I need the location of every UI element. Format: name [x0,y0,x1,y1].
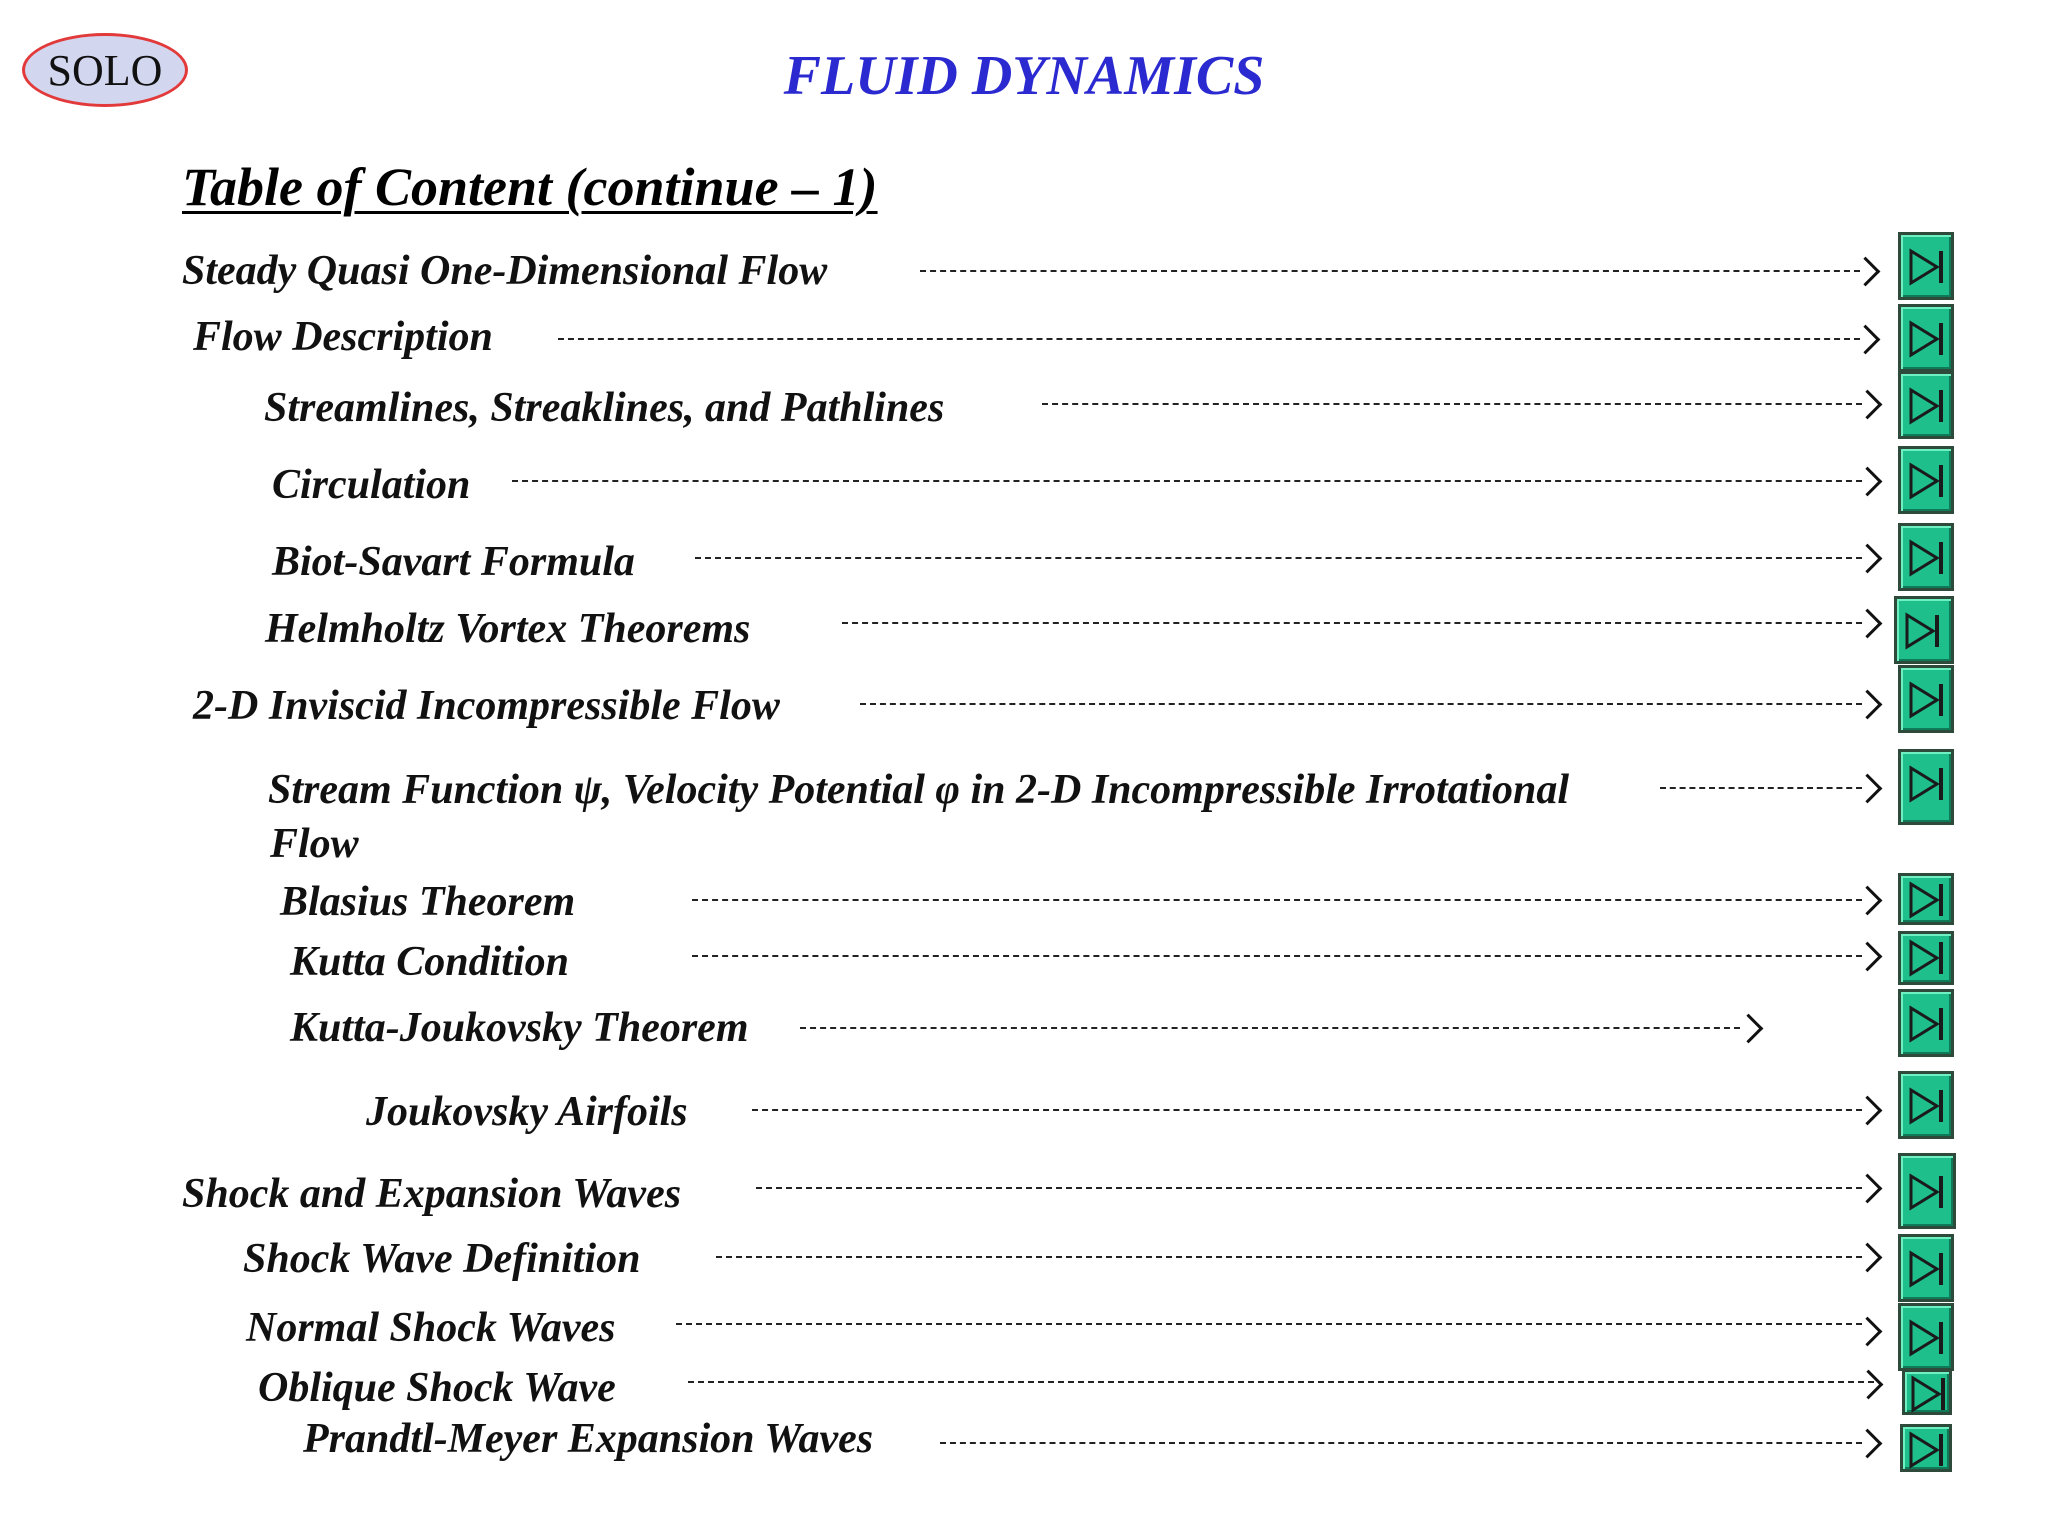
leader-line [842,622,1862,624]
toc-item-label-line2: Flow [270,821,359,867]
toc-row [0,1087,2048,1147]
nav-button[interactable] [1902,1369,1952,1415]
arrow-icon [1853,1174,1883,1204]
nav-button[interactable] [1898,446,1954,514]
arrow-icon [1853,1429,1883,1459]
play-to-end-icon [1907,538,1947,578]
toc-row [0,1303,2048,1363]
play-to-end-icon [1907,1249,1947,1289]
nav-button[interactable] [1898,989,1954,1057]
toc-row [0,537,2048,597]
leader-line [692,899,1862,901]
toc-item-label: Flow Description [193,314,493,360]
toc-item-label: Circulation [272,462,471,508]
play-to-end-icon [1907,938,1947,978]
nav-button[interactable] [1898,1071,1954,1139]
toc-item-label: 2-D Inviscid Incompressible Flow [193,683,780,729]
nav-button[interactable] [1898,1153,1956,1229]
toc-row [0,1414,2048,1474]
play-to-end-icon [1907,247,1947,287]
nav-button[interactable] [1898,665,1954,733]
toc-row [0,312,2048,372]
leader-line [695,557,1862,559]
toc-row [0,460,2048,520]
nav-button[interactable] [1898,1234,1954,1302]
toc-item-label: Streamlines, Streaklines, and Pathlines [264,385,945,431]
arrow-icon [1853,886,1883,916]
nav-button[interactable] [1898,931,1954,985]
play-to-end-icon [1907,880,1947,920]
leader-line [800,1027,1740,1029]
play-to-end-icon [1907,764,1947,804]
play-to-end-icon [1907,461,1947,501]
toc-item-label: Prandtl-Meyer Expansion Waves [303,1416,874,1462]
arrow-icon [1853,544,1883,574]
arrow-icon [1853,690,1883,720]
nav-button[interactable] [1898,873,1954,925]
leader-line [692,955,1862,957]
leader-line [688,1381,1874,1383]
toc-item-label: Biot-Savart Formula [272,539,635,585]
arrow-icon [1853,1096,1883,1126]
nav-button[interactable] [1900,1424,1952,1472]
play-to-end-icon [1907,1318,1947,1358]
toc-row [0,383,2048,443]
toc-item-label: Normal Shock Waves [246,1305,616,1351]
leader-line [676,1323,1862,1325]
play-to-end-icon [1907,680,1947,720]
toc-row [0,246,2048,306]
leader-line [860,703,1862,705]
leader-line [716,1256,1862,1258]
nav-button[interactable] [1898,232,1954,300]
play-to-end-icon [1907,1172,1947,1212]
arrow-icon [1853,609,1883,639]
play-to-end-icon [1909,1374,1949,1414]
leader-line [752,1109,1862,1111]
leader-line [558,338,1860,340]
play-to-end-icon [1903,611,1943,651]
play-to-end-icon [1907,319,1947,359]
toc-item-label: Kutta-Joukovsky Theorem [290,1005,749,1051]
nav-button[interactable] [1898,304,1954,372]
play-to-end-icon [1907,1086,1947,1126]
leader-line [756,1187,1862,1189]
leader-line [920,270,1860,272]
arrow-icon [1853,1243,1883,1273]
logo-text: SOLO [47,45,163,95]
arrow-icon [1851,325,1881,355]
toc-item-label: Steady Quasi One-Dimensional Flow [182,248,828,294]
page-title-text: FLUID DYNAMICS [783,45,1265,107]
toc-row [0,937,2048,997]
page-title [0,44,2048,108]
toc-item-label: Blasius Theorem [280,879,576,925]
nav-button[interactable] [1898,371,1954,439]
toc-row [0,1234,2048,1294]
toc-row [0,1169,2048,1229]
nav-button[interactable] [1894,596,1954,664]
arrow-icon [1853,942,1883,972]
nav-button[interactable] [1898,1303,1954,1371]
arrow-icon [1853,1317,1883,1347]
play-to-end-icon [1907,1430,1947,1470]
toc-row [0,765,2048,875]
toc-item-label: Oblique Shock Wave [258,1365,616,1411]
play-to-end-icon [1907,386,1947,426]
leader-line [940,1442,1862,1444]
leader-line [512,480,1862,482]
toc-item-label: Stream Function ψ, Velocity Potential φ in 2-D Incompressible Irrotational [268,767,1570,813]
toc-item-label: Joukovsky Airfoils [366,1089,688,1135]
arrow-icon [1853,774,1883,804]
arrow-icon [1853,467,1883,497]
toc-heading: Table of Content (continue – 1) [182,157,878,217]
leader-line [1660,787,1862,789]
toc-row [0,877,2048,937]
arrow-icon [1851,257,1881,287]
leader-line [1042,403,1862,405]
toc-item-label: Helmholtz Vortex Theorems [265,606,751,652]
toc-item-label: Kutta Condition [290,939,569,985]
toc-row [0,681,2048,741]
play-to-end-icon [1907,1004,1947,1044]
arrow-icon [1854,1370,1884,1400]
toc-item-label: Shock Wave Definition [243,1236,641,1282]
toc-item-label: Shock and Expansion Waves [182,1171,682,1217]
nav-button[interactable] [1898,523,1954,591]
toc-row [0,1003,2048,1063]
arrow-icon [1853,390,1883,420]
arrow-icon [1734,1014,1764,1044]
nav-button[interactable] [1898,749,1954,825]
toc-row [0,604,2048,664]
